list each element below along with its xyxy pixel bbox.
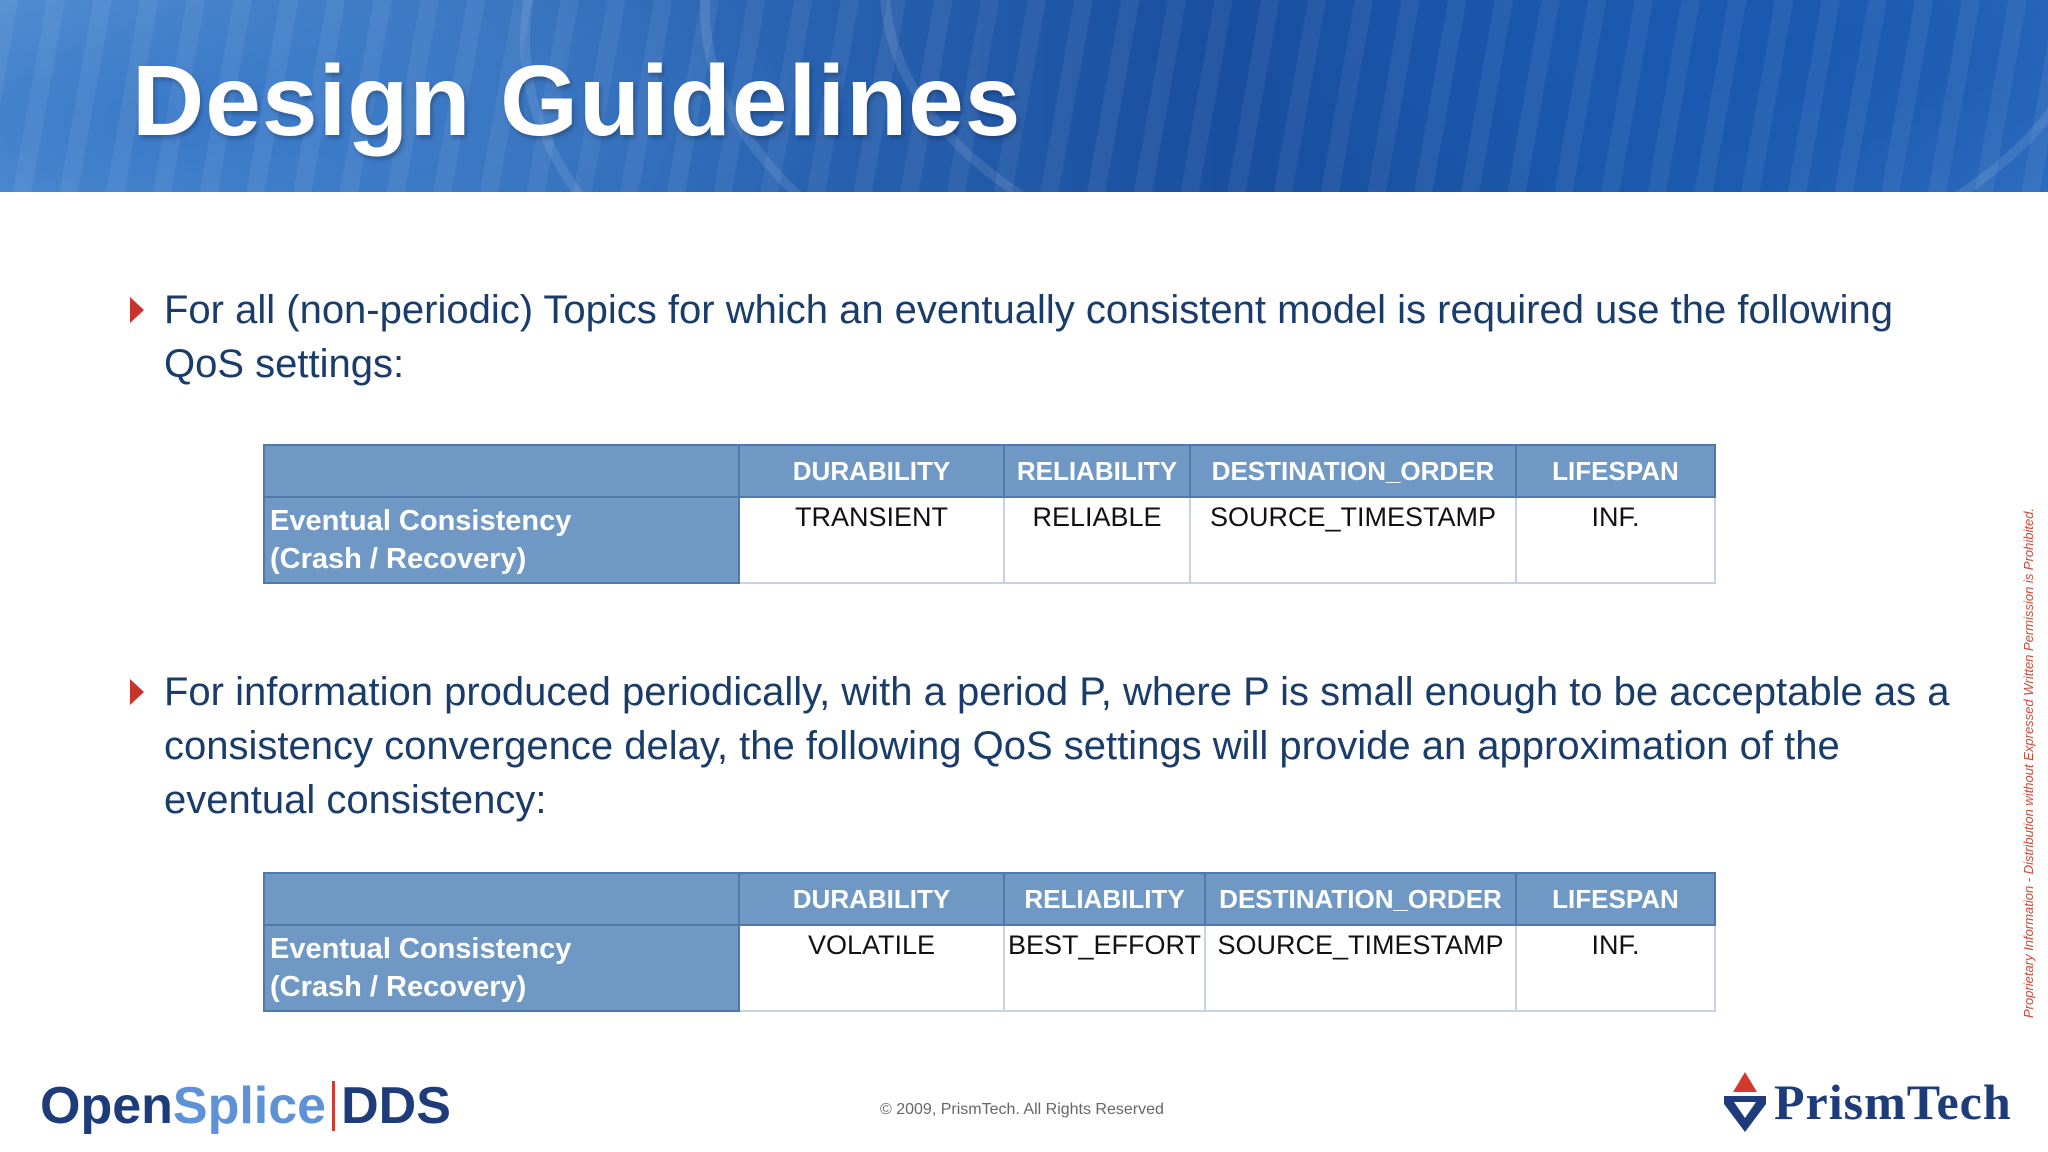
prismtech-wordmark: PrismTech xyxy=(1774,1074,2012,1130)
proprietary-notice: Proprietary Information - Distribution without Expressed Written Permission is Prohibited. xyxy=(2021,507,2036,1018)
cell-lifespan: INF. xyxy=(1516,925,1715,1011)
column-header-reliability: RELIABILITY xyxy=(1004,873,1205,925)
banner-decoration xyxy=(880,0,2048,192)
row-label-line: (Crash / Recovery) xyxy=(270,543,527,575)
bullet-item xyxy=(130,283,1964,391)
bullet-arrow-icon xyxy=(130,297,144,323)
opensplice-dds-logo xyxy=(40,1074,451,1138)
table-corner-cell xyxy=(264,445,739,497)
header-banner xyxy=(0,0,2048,192)
qos-table-best-effort xyxy=(263,872,1716,1012)
table-header-row xyxy=(264,873,1715,925)
cell-durability: VOLATILE xyxy=(739,925,1004,1011)
logo-divider xyxy=(332,1081,335,1131)
table-corner-cell xyxy=(264,873,739,925)
cell-durability: TRANSIENT xyxy=(739,497,1004,583)
bullet-arrow-icon xyxy=(130,679,144,705)
table-header-row xyxy=(264,445,1715,497)
prismtech-prism-icon xyxy=(1722,1070,1768,1134)
copyright-text: © 2009, PrismTech. All Rights Reserved xyxy=(880,1101,1164,1118)
cell-destination-order: SOURCE_TIMESTAMP xyxy=(1190,497,1516,583)
bullet-text: For all (non-periodic) Topics for which an eventually consistent model is required use the following QoS settings: xyxy=(164,288,1894,386)
logo-text-splice: Splice xyxy=(172,1077,327,1135)
column-header-lifespan: LIFESPAN xyxy=(1516,445,1715,497)
prismtech-logo xyxy=(1722,1070,2012,1134)
cell-reliability: RELIABLE xyxy=(1004,497,1190,583)
logo-text-open: Open xyxy=(40,1077,173,1135)
bullet-text: For information produced periodically, with a period P, where P is small enough to be acceptable as a consistency convergence delay, the following QoS settings will provide an approximation of the eventual consistency: xyxy=(164,670,1950,822)
column-header-durability: DURABILITY xyxy=(739,873,1004,925)
row-label-line: Eventual Consistency xyxy=(270,933,572,965)
column-header-destination-order: DESTINATION_ORDER xyxy=(1205,873,1516,925)
logo-text-dds: DDS xyxy=(341,1077,451,1135)
bullet-item xyxy=(130,665,1964,827)
row-label xyxy=(264,497,739,583)
cell-reliability: BEST_EFFORT xyxy=(1004,925,1205,1011)
row-label-line: (Crash / Recovery) xyxy=(270,971,527,1003)
column-header-durability: DURABILITY xyxy=(739,445,1004,497)
row-label xyxy=(264,925,739,1011)
column-header-lifespan: LIFESPAN xyxy=(1516,873,1715,925)
column-header-reliability: RELIABILITY xyxy=(1004,445,1190,497)
cell-destination-order: SOURCE_TIMESTAMP xyxy=(1205,925,1516,1011)
table-row xyxy=(264,925,1715,1011)
row-label-line: Eventual Consistency xyxy=(270,505,572,537)
cell-lifespan: INF. xyxy=(1516,497,1715,583)
qos-table-reliable xyxy=(263,444,1716,584)
column-header-destination-order: DESTINATION_ORDER xyxy=(1190,445,1516,497)
slide-title: Design Guidelines xyxy=(132,45,1022,157)
table-row xyxy=(264,497,1715,583)
